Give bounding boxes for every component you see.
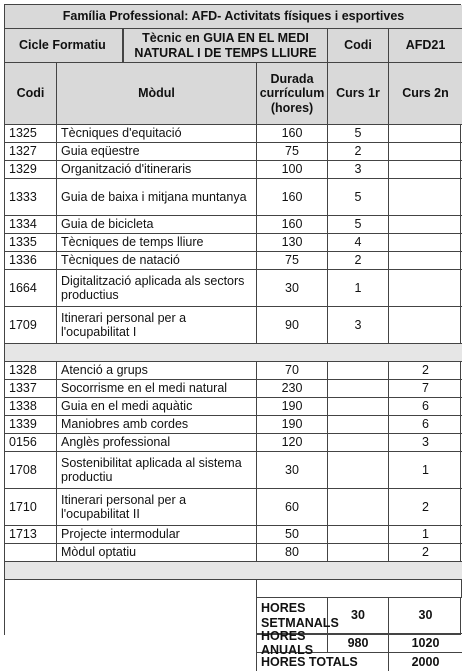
module-hours: 120	[257, 434, 328, 452]
module-hours: 70	[257, 362, 328, 380]
module-hours: 75	[257, 252, 328, 270]
module-hours: 130	[257, 234, 328, 252]
hores-totals-label: HORES TOTALS	[257, 653, 389, 671]
module-curs1	[328, 544, 389, 562]
module-code: 1334	[5, 216, 57, 234]
module-curs2	[389, 179, 462, 216]
section-separator	[5, 562, 462, 580]
module-name: Sostenibilitat aplicada al sistema productiu	[57, 452, 257, 489]
module-name: Itinerari personal per a l'ocupabilitat I	[57, 307, 257, 344]
hores-setmanals-curs2: 30	[389, 598, 462, 634]
module-hours: 190	[257, 398, 328, 416]
module-curs1: 2	[328, 143, 389, 161]
module-curs2	[389, 216, 462, 234]
module-code: 1328	[5, 362, 57, 380]
codi-label: Codi	[328, 29, 389, 63]
module-hours: 160	[257, 179, 328, 216]
module-code: 1708	[5, 452, 57, 489]
family-title: Família Professional: AFD- Activitats físiques i esportives	[5, 5, 462, 29]
module-curs1: 2	[328, 252, 389, 270]
module-curs2: 1	[389, 452, 462, 489]
col-curs2-header: Curs 2n	[389, 63, 462, 125]
module-curs2: 1	[389, 526, 462, 544]
codi-value: AFD21	[389, 29, 462, 63]
module-curs1: 1	[328, 270, 389, 307]
module-code	[5, 544, 57, 562]
module-name: Projecte intermodular	[57, 526, 257, 544]
module-name: Mòdul optatiu	[57, 544, 257, 562]
module-curs1	[328, 452, 389, 489]
module-curs2	[389, 307, 462, 344]
module-curs1: 4	[328, 234, 389, 252]
module-hours: 30	[257, 452, 328, 489]
module-curs2: 2	[389, 544, 462, 562]
hores-anuals-curs1: 980	[328, 634, 389, 653]
hores-totals-value: 2000	[411, 654, 440, 669]
module-name: Digitalització aplicada als sectors productius	[57, 270, 257, 307]
module-name: Itinerari personal per a l'ocupabilitat II	[57, 489, 257, 526]
col-durada-header: Durada currículum (hores)	[257, 63, 328, 125]
module-code: 1338	[5, 398, 57, 416]
module-name: Atenció a grups	[57, 362, 257, 380]
module-hours: 160	[257, 125, 328, 143]
module-name: Guia en el medi aquàtic	[57, 398, 257, 416]
hores-setmanals-label: HORES SETMANALS	[257, 598, 328, 634]
module-name: Guia eqüestre	[57, 143, 257, 161]
module-curs1: 3	[328, 307, 389, 344]
hores-anuals-curs2: 1020	[389, 634, 462, 653]
module-hours: 30	[257, 270, 328, 307]
module-code: 1335	[5, 234, 57, 252]
totals-top-spacer	[257, 580, 462, 598]
module-curs2: 3	[389, 434, 462, 452]
module-curs1: 3	[328, 161, 389, 179]
module-curs1: 5	[328, 179, 389, 216]
module-curs2: 6	[389, 416, 462, 434]
module-name: Anglès professional	[57, 434, 257, 452]
module-hours: 60	[257, 489, 328, 526]
col-curs1-header: Curs 1r	[328, 63, 389, 125]
module-name: Guia de baixa i mitjana muntanya	[57, 179, 257, 216]
module-curs2: 7	[389, 380, 462, 398]
module-code: 1337	[5, 380, 57, 398]
hores-anuals-label: HORES ANUALS	[257, 634, 328, 653]
cicle-name: Tècnic en GUIA EN EL MEDI NATURAL I DE TEMPS LLIURE	[123, 29, 328, 63]
module-name: Tècniques de temps lliure	[57, 234, 257, 252]
module-curs1	[328, 416, 389, 434]
module-hours: 50	[257, 526, 328, 544]
module-curs1	[328, 526, 389, 544]
module-code: 1333	[5, 179, 57, 216]
module-hours: 190	[257, 416, 328, 434]
module-curs1	[328, 398, 389, 416]
cicle-label: Cicle Formatiu	[5, 29, 123, 63]
module-name: Socorrisme en el medi natural	[57, 380, 257, 398]
module-name: Tècniques d'equitació	[57, 125, 257, 143]
module-curs1	[328, 489, 389, 526]
curriculum-table	[4, 4, 461, 669]
module-name: Organització d'itineraris	[57, 161, 257, 179]
module-curs2: 2	[389, 362, 462, 380]
module-curs2	[389, 270, 462, 307]
module-curs2	[389, 161, 462, 179]
module-code: 1325	[5, 125, 57, 143]
totals-blank	[5, 580, 257, 671]
module-code: 1664	[5, 270, 57, 307]
module-hours: 90	[257, 307, 328, 344]
module-code: 1713	[5, 526, 57, 544]
module-curs1	[328, 380, 389, 398]
module-curs2: 6	[389, 398, 462, 416]
module-curs2: 2	[389, 489, 462, 526]
module-hours: 230	[257, 380, 328, 398]
module-curs1: 5	[328, 216, 389, 234]
module-code: 1710	[5, 489, 57, 526]
hores-setmanals-curs1: 30	[328, 598, 389, 634]
module-hours: 160	[257, 216, 328, 234]
module-code: 1329	[5, 161, 57, 179]
module-curs2	[389, 234, 462, 252]
module-hours: 80	[257, 544, 328, 562]
module-code: 1709	[5, 307, 57, 344]
module-code: 1327	[5, 143, 57, 161]
module-code: 1339	[5, 416, 57, 434]
module-curs1: 5	[328, 125, 389, 143]
module-name: Maniobres amb cordes	[57, 416, 257, 434]
module-hours: 100	[257, 161, 328, 179]
section-separator	[5, 344, 462, 362]
module-code: 1336	[5, 252, 57, 270]
module-code: 0156	[5, 434, 57, 452]
module-curs1	[328, 362, 389, 380]
module-name: Tècniques de natació	[57, 252, 257, 270]
module-curs2	[389, 252, 462, 270]
module-hours: 75	[257, 143, 328, 161]
col-codi-header: Codi	[5, 63, 57, 125]
module-curs2	[389, 125, 462, 143]
col-modul-header: Mòdul	[57, 63, 257, 125]
module-curs1	[328, 434, 389, 452]
module-curs2	[389, 143, 462, 161]
module-name: Guia de bicicleta	[57, 216, 257, 234]
